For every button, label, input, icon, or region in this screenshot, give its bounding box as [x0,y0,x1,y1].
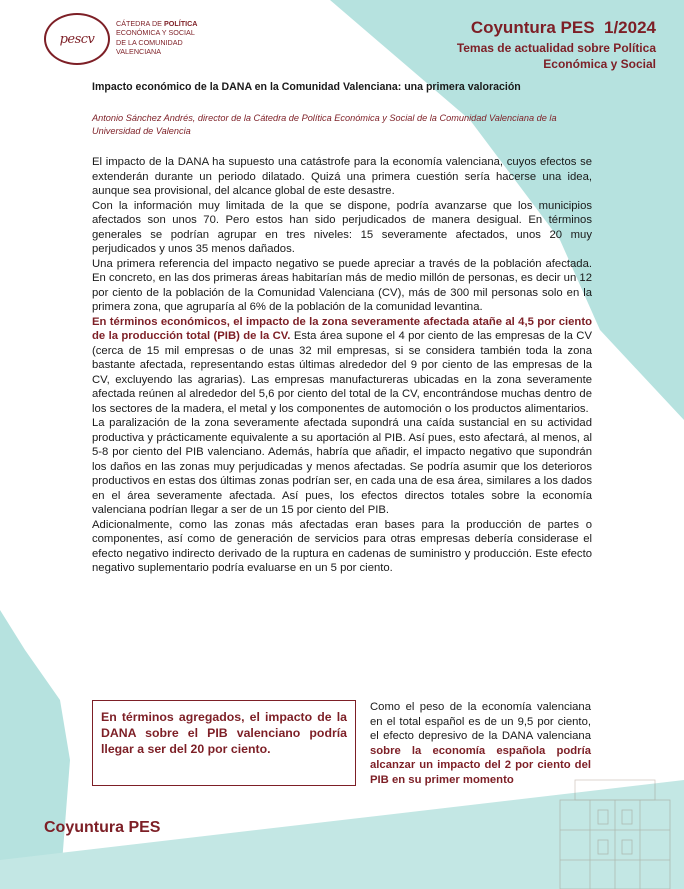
paragraph [92,315,592,417]
article-body [92,155,592,576]
paragraph: La paralización de la zona severamente afectada supondrá una caída sustancial en su actividad productiva y prácticamente equivalente a su aportación al PIB. Así pues, esto afectará, al menos, al 5-8 por ciento del PIB valenciano. Además, habría que añadir, el impacto negativo que supondrán los daños en las zonas muy perjudicadas y menos afectadas. Se podría asumir que los deterioros productivos en estas dos últimas zonas podrían ser, en cada una de esa área, similares a los dados en el área severamente afectada. Así pues, los efectos directos totales sobre la economía valenciana podrían llegar a ser de un 15 por ciento del PIB. [92,417,592,516]
side-highlight: sobre la economía española podría alcanzar un impacto del 2 por ciento del PIB en su primer momento [370,744,591,786]
organization-name [116,19,197,57]
highlight-text: En términos económicos, el impacto de la zona severamente afectada atañe al 4,5 por ciento de la producción total (PIB) de la CV. [92,315,592,342]
side-paragraph [370,700,591,787]
paragraph: Una primera referencia del impacto negativo se puede apreciar a través de la población afectada. En concreto, en las dos primeras áreas habitarían más de medio millón de personas, es decir un 12 por ciento de la población de la Comunidad Valenciana (CV), más de 300 mil personas solo en la primera zona, que agruparía al 6% de la población de la comunidad levantina. [92,257,592,313]
callout-box [92,700,356,786]
callout-text: En términos agregados, el impacto de la DANA sobre el PIB valenciano podría llegar a ser del 20 por ciento. [101,710,347,756]
paragraph: Con la información muy limitada de la que se dispone, podría avanzarse que los municipios afectados son unos 70. Pero estos han sido perjudicados de manera desigual. En términos generales se podrían agrupar en tres niveles: 15 severamente afectados, unos 20 muy perjudicados y unos 35 menos dañados. [92,199,592,255]
logo-text: pescv [59,31,95,47]
subtitle-line2: Económica y Social [543,57,656,71]
left-teal-shape [0,610,70,889]
org-line2: ECONÓMICA Y SOCIAL [116,28,195,38]
publication-title: Coyuntura PES 1/2024 [470,18,656,37]
footer-label: Coyuntura PES [44,819,161,836]
org-line1-prefix: CÁTEDRA DE [116,19,164,28]
paragraph-text: Esta área supone el 4 por ciento de las empresas de la CV (cerca de 15 mil empresas o de unas 32 mil empresas, si se considera también toda la zona bastante afectada, representando estas últimas alrededor del 9 por ciento de las empresas de la CV, excluyendo las agrarias). Las empresas manufactureras ubicadas en la zona severamente afectada reúnen al alrededor del 5,6 por ciento del total de la CV, encontrándose muchas dentro de los sectores de la madera, el metal y los componentes de automoción o los productos alimentarios. [92,330,592,415]
paragraph: El impacto de la DANA ha supuesto una catástrofe para la economía valenciana, cuyos efectos se extenderán durante un periodo dilatado. Quizá una primera cuestión sería hacerse una idea, aunque sea provisional, del alcance global de este desastre. [92,156,592,197]
paragraph: Adicionalmente, como las zonas más afectadas eran bases para la producción de partes o componentes, así como de generación de servicios para otras empresas debería considerase el efecto negativo indirecto derivado de la ruptura en cadenas de suministro y producción. Este efecto negativo suplementario podría evaluarse en un 5 por ciento. [92,518,592,574]
document-title: Impacto económico de la DANA en la Comunidad Valenciana: una primera valoración [92,81,521,93]
author-line: Antonio Sánchez Andrés, director de la Cátedra de Política Económica y Social de la Comunidad Valenciana de la Universidad de Valencia [92,113,557,136]
side-text: Como el peso de la economía valenciana en el total español es de un 9,5 por ciento, el efecto depresivo de la DANA valenciana [370,701,591,742]
subtitle-line1: Temas de actualidad sobre Política [456,41,656,55]
org-line1-bold: POLÍTICA [163,19,198,28]
pescv-logo-icon [44,13,110,65]
org-line3: DE LA COMUNIDAD [116,37,183,47]
org-line4: VALENCIANA [116,47,162,57]
publication-subtitle [416,40,656,72]
